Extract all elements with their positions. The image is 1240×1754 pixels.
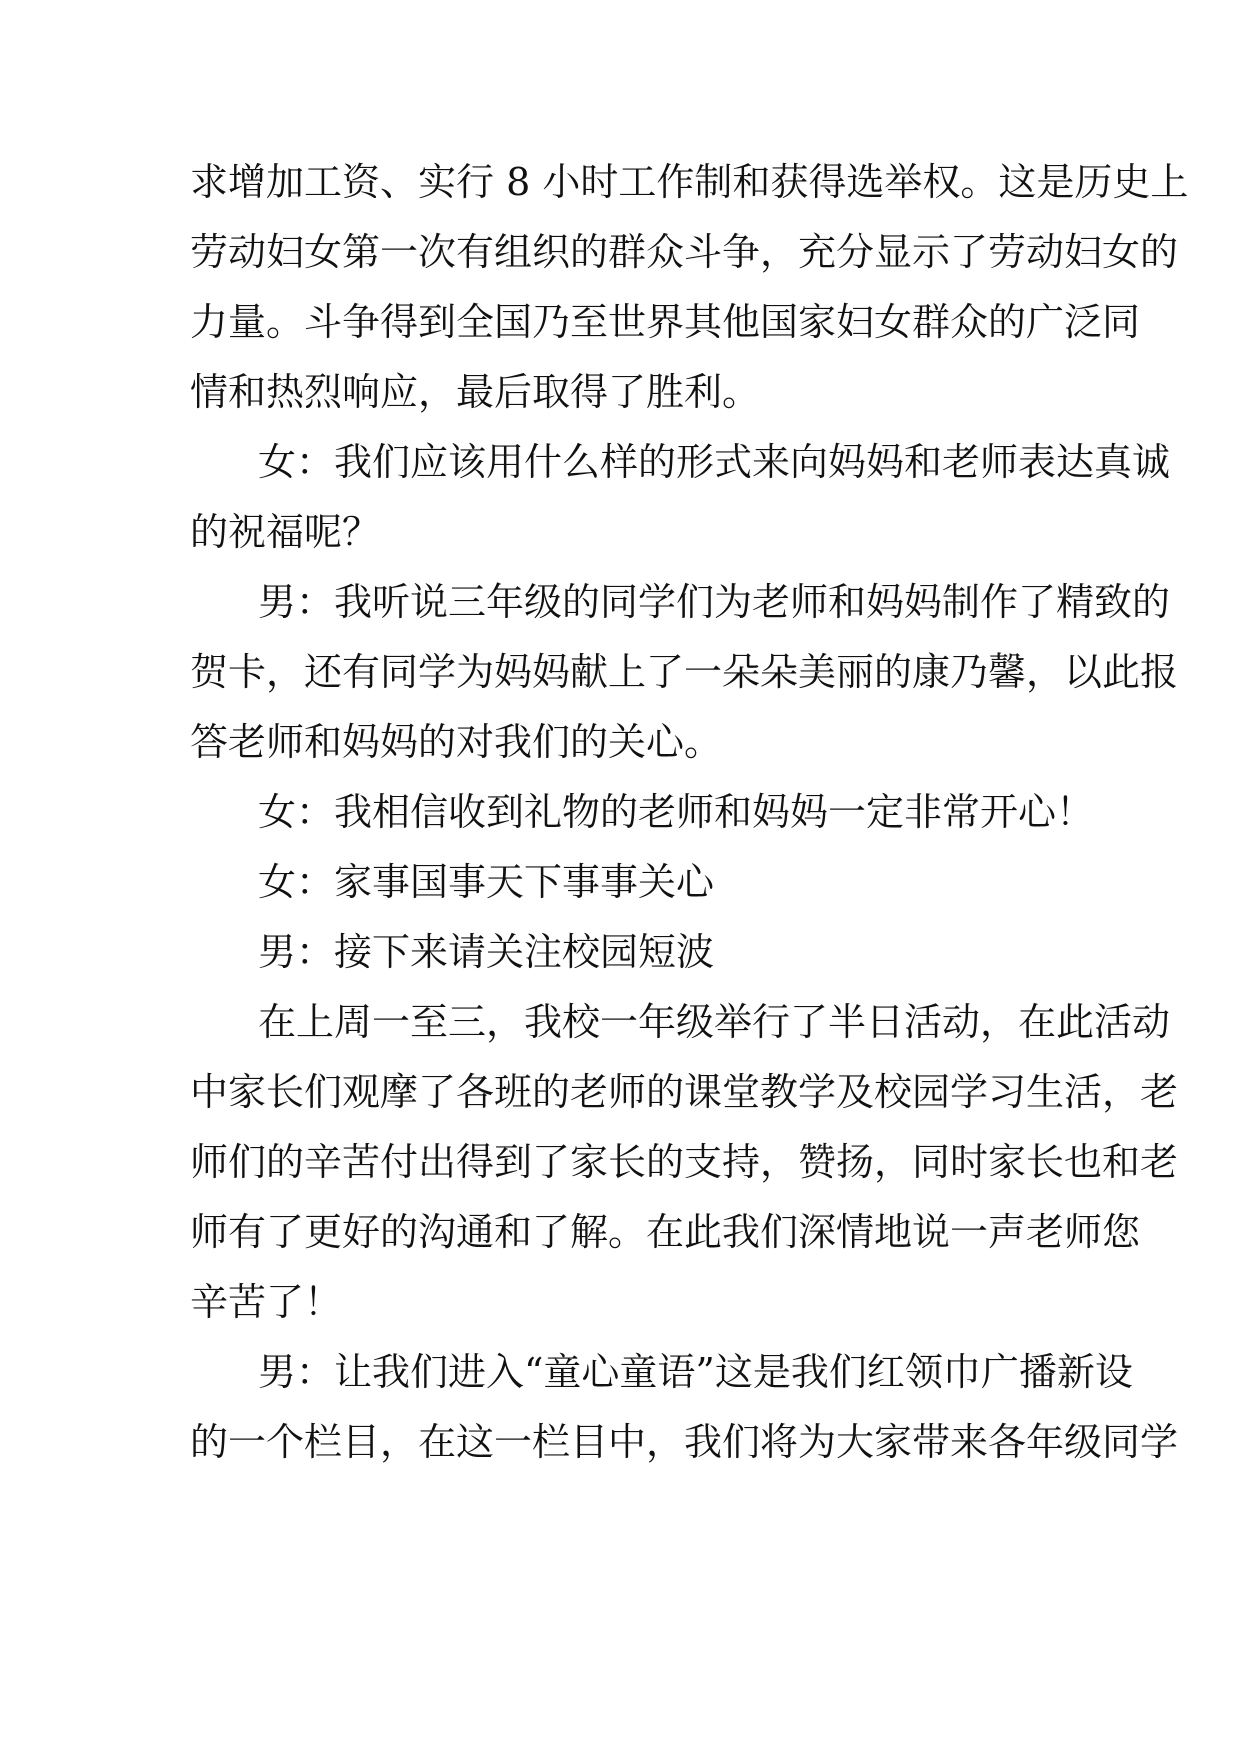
text-line: 师们的辛苦付出得到了家长的支持，赞扬，同时家长也和老: [190, 1140, 1179, 1184]
text-line: 答老师和妈妈的对我们的关心。: [190, 720, 723, 764]
text-line: 男：我听说三年级的同学们为老师和妈妈制作了精致的: [258, 580, 1171, 624]
text-line: 的一个栏目，在这一栏目中，我们将为大家带来各年级同学: [190, 1420, 1179, 1464]
text-line: 女：我相信收到礼物的老师和妈妈一定非常开心！: [258, 790, 1095, 834]
text-line: 辛苦了！: [190, 1280, 343, 1324]
text-line: 师有了更好的沟通和了解。在此我们深情地说一声老师您: [190, 1210, 1141, 1254]
text-line: 求增加工资、实行 8 小时工作制和获得选举权。这是历史上: [190, 160, 1189, 204]
text-line: 在上周一至三，我校一年级举行了半日活动，在此活动: [258, 1000, 1171, 1044]
text-line: 的祝福呢？: [190, 510, 381, 554]
text-line: 男：接下来请关注校园短波: [258, 930, 715, 974]
text-line: 女：家事国事天下事事关心: [258, 860, 715, 904]
text-line: 力量。斗争得到全国乃至世界其他国家妇女群众的广泛同: [190, 300, 1141, 344]
text-line: 劳动妇女第一次有组织的群众斗争，充分显示了劳动妇女的: [190, 230, 1179, 274]
text-line: 贺卡，还有同学为妈妈献上了一朵朵美丽的康乃馨，以此报: [190, 650, 1179, 694]
text-line: 女：我们应该用什么样的形式来向妈妈和老师表达真诚: [258, 440, 1171, 484]
text-line: 男：让我们进入“童心童语”这是我们红领巾广播新设: [258, 1350, 1133, 1394]
text-line: 中家长们观摩了各班的老师的课堂教学及校园学习生活，老: [190, 1070, 1179, 1114]
text-line: 情和热烈响应，最后取得了胜利。: [190, 370, 761, 414]
